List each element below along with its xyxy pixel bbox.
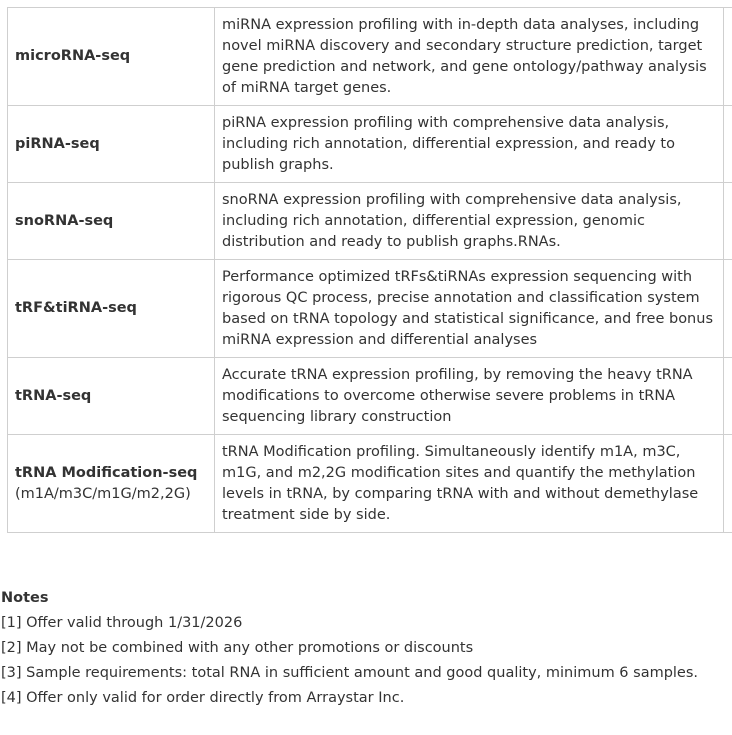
services-table-container xyxy=(7,7,732,533)
service-description: miRNA expression profiling with in-depth data analyses, including novel miRNA discovery and secondary structure prediction, target gene prediction and network, and gene ontology/pathway analysis of miRNA target genes. xyxy=(215,8,724,106)
service-name: tRNA-seq xyxy=(15,387,92,404)
service-name: snoRNA-seq xyxy=(15,212,114,229)
service-name-cell xyxy=(8,183,215,260)
service-description: tRNA Modification profiling. Simultaneously identify m1A, m3C, m1G, and m2,2G modification sites and quantify the methylation levels in tRNA, by comparing tRNA with and without demethylase treatment side by side. xyxy=(215,435,724,533)
service-description: piRNA expression profiling with comprehensive data analysis, including rich annotation, differential expression, and ready to publish graphs. xyxy=(215,106,724,183)
table-row xyxy=(8,8,732,106)
services-table xyxy=(7,7,732,533)
service-description: Performance optimized tRFs&tiRNAs expression sequencing with rigorous QC process, precise annotation and classification system based on tRNA topology and statistical significance, and free bonus miRNA expression and differential analyses xyxy=(215,260,724,358)
note-item: [4] Offer only valid for order directly from Arraystar Inc. xyxy=(1,690,405,706)
service-name-cell xyxy=(8,260,215,358)
table-cell-empty xyxy=(724,183,732,260)
service-name-cell xyxy=(8,358,215,435)
table-cell-empty xyxy=(724,435,732,533)
table-cell-empty xyxy=(724,260,732,358)
table-cell-empty xyxy=(724,106,732,183)
service-name-cell xyxy=(8,106,215,183)
service-name: tRF&tiRNA-seq xyxy=(15,300,137,316)
service-name-cell xyxy=(8,435,215,533)
service-description: Accurate tRNA expression profiling, by removing the heavy tRNA modifications to overcome otherwise severe problems in tRNA sequencing library construction xyxy=(215,358,724,435)
table-cell-empty xyxy=(724,8,732,106)
note-item: [3] Sample requirements: total RNA in sufficient amount and good quality, minimum 6 samples. xyxy=(1,665,699,681)
service-name: piRNA-seq xyxy=(15,135,100,152)
note-item: [2] May not be combined with any other promotions or discounts xyxy=(1,640,474,656)
table-row xyxy=(8,260,732,358)
note-item: [1] Offer valid through 1/31/2026 xyxy=(1,615,243,631)
notes-title: Notes xyxy=(1,590,49,606)
table-row xyxy=(8,358,732,435)
table-row xyxy=(8,435,732,533)
table-cell-empty xyxy=(724,358,732,435)
service-description: snoRNA expression profiling with comprehensive data analysis, including rich annotation, differential expression, genomic distribution and ready to publish graphs.RNAs. xyxy=(215,183,724,260)
service-name-cell xyxy=(8,8,215,106)
service-name: tRNA Modification-seq xyxy=(15,464,198,481)
service-subtitle: (m1A/m3C/m1G/m2,2G) xyxy=(15,485,191,502)
service-name: microRNA-seq xyxy=(15,48,131,64)
table-row xyxy=(8,183,732,260)
notes-section xyxy=(1,586,698,711)
table-row xyxy=(8,106,732,183)
